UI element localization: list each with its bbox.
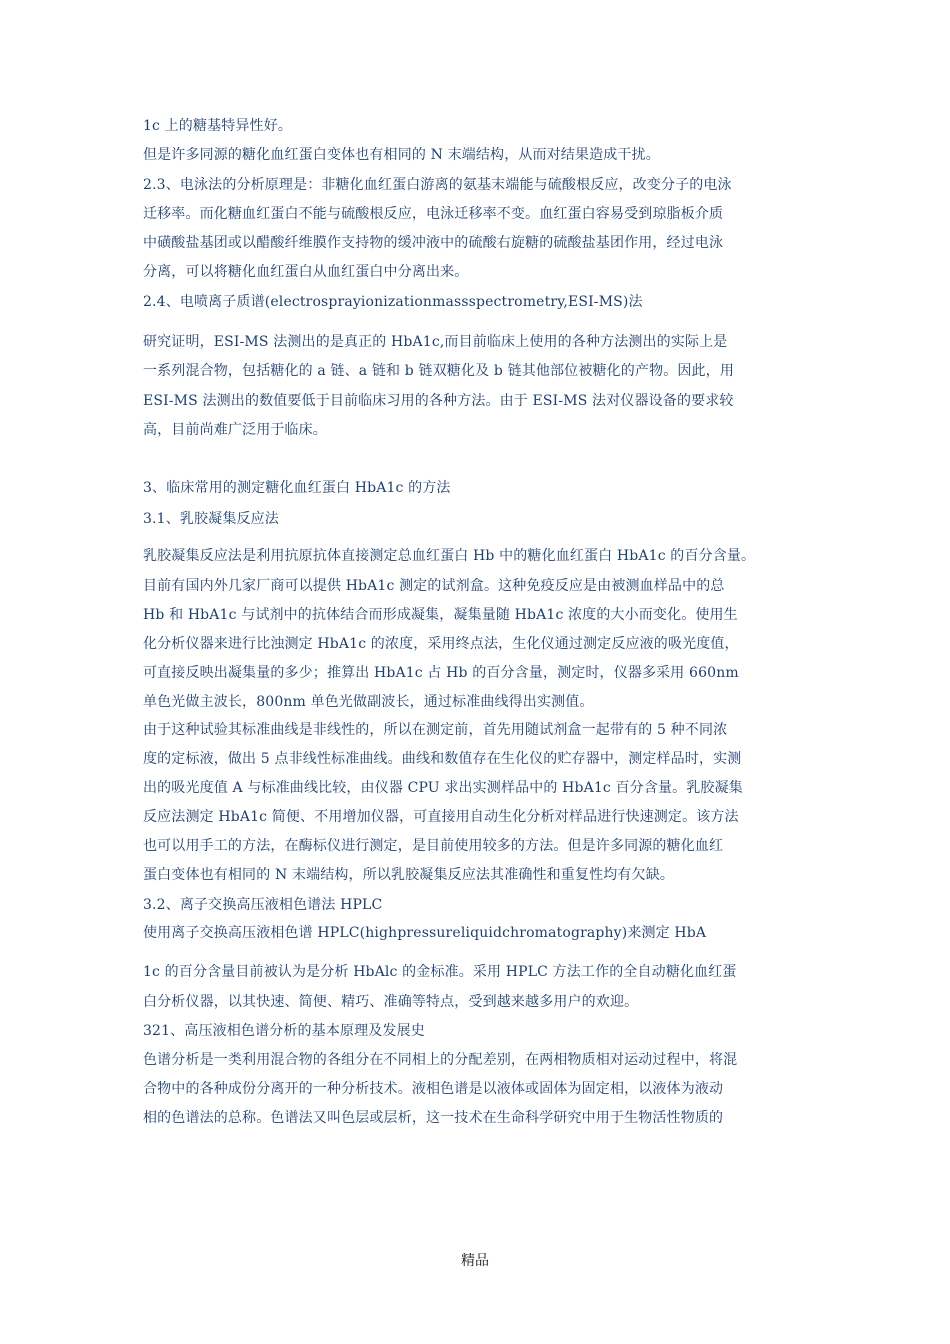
text-line: 使用离子交换高压液相色谱 HPLC(highpressureliquidchromatography)来测定 HbA <box>143 925 707 941</box>
text-line: 相的色谱法的总称。色谱法又叫色层或层析，这一技术在生命科学研究中用于生物活性物质的 <box>143 1110 724 1126</box>
text-line: Hb 和 HbA1c 与试剂中的抗体结合而形成凝集，凝集量随 HbA1c 浓度的大小而变化。使用生 <box>143 607 738 623</box>
text-line: 1c 的百分含量目前被认为是分析 HbAlc 的金标准。采用 HPLC 方法工作的全自动糖化血红蛋 <box>143 964 737 980</box>
text-line: 高，目前尚难广泛用于临床。 <box>143 422 327 438</box>
section-heading: 321、高压液相色谱分析的基本原理及发展史 <box>143 1023 425 1039</box>
text-line: 1c 上的糖基特异性好。 <box>143 118 292 134</box>
text-line: ESI-MS 法测出的数值要低于目前临床习用的各种方法。由于 ESI-MS 法对仪器设备的要求较 <box>143 393 734 409</box>
text-line: 蛋白变体也有相同的 N 末端结构，所以乳胶凝集反应法其准确性和重复性均有欠缺。 <box>143 867 674 883</box>
text-line: 迁移率。而化糖血红蛋白不能与硫酸根反应，电泳迁移率不变。血红蛋白容易受到琼脂板介质 <box>143 206 724 222</box>
text-line: 目前有国内外几家厂商可以提供 HbA1c 测定的试剂盒。这种免疫反应是由被测血样品中的总 <box>143 578 725 594</box>
section-heading: 3.1、乳胶凝集反应法 <box>143 511 279 527</box>
section-heading: 2.4、电喷离子质谱(electrosprayionizationmassspectrometry,ESI-MS)法 <box>143 294 643 310</box>
page-footer: 精品 <box>461 1253 489 1269</box>
text-line: 白分析仪器，以其快速、简便、精巧、准确等特点，受到越来越多用户的欢迎。 <box>143 994 639 1010</box>
text-line: 乳胶凝集反应法是利用抗原抗体直接测定总血红蛋白 Hb 中的糖化血红蛋白 HbA1c 的百分含量。 <box>143 548 756 564</box>
text-line: 色谱分析是一类利用混合物的各组分在不同相上的分配差别，在两相物质相对运动过程中，将混 <box>143 1052 738 1068</box>
text-line: 合物中的各种成份分离开的一种分析技术。液相色谱是以液体或固体为固定相，以液体为液动 <box>143 1081 724 1097</box>
text-line: 分离，可以将糖化血红蛋白从血红蛋白中分离出来。 <box>143 264 469 280</box>
section-heading: 3、临床常用的测定糖化血红蛋白 HbA1c 的方法 <box>143 480 451 496</box>
text-line: 化分析仪器来进行比浊测定 HbA1c 的浓度，采用终点法，生化仪通过测定反应液的吸光度值， <box>143 636 739 652</box>
text-line: 单色光做主波长，800nm 单色光做副波长，通过标准曲线得出实测值。 <box>143 694 594 710</box>
text-line: 反应法测定 HbA1c 简便、不用增加仪器，可直接用自动生化分析对样品进行快速测定。该方法 <box>143 809 739 825</box>
text-line: 一系列混合物，包括糖化的 a 链、a 链和 b 链双糖化及 b 链其他部位被糖化的产物。因此，用 <box>143 363 734 379</box>
text-line: 2.3、电泳法的分析原理是：非糖化血红蛋白游离的氨基末端能与硫酸根反应，改变分子的电泳 <box>143 177 732 193</box>
text-line: 中磺酸盐基团或以醋酸纤维膜作支持物的缓冲液中的硫酸右旋糖的硫酸盐基团作用，经过电泳 <box>143 235 724 251</box>
text-line: 但是许多同源的糖化血红蛋白变体也有相同的 N 末端结构，从而对结果造成干扰。 <box>143 147 660 163</box>
text-line: 由于这种试验其标准曲线是非线性的，所以在测定前，首先用随试剂盒一起带有的 5 种不同浓 <box>143 722 728 738</box>
text-line: 也可以用手工的方法，在酶标仪进行测定，是目前使用较多的方法。但是许多同源的糖化血红 <box>143 838 724 854</box>
text-line: 出的吸光度值 A 与标准曲线比较，由仪器 CPU 求出实测样品中的 HbA1c 百分含量。乳胶凝集 <box>143 780 743 796</box>
section-heading: 3.2、离子交换高压液相色谱法 HPLC <box>143 897 383 913</box>
text-line: 度的定标液，做出 5 点非线性标准曲线。曲线和数值存在生化仪的贮存器中，测定样品时，实测 <box>143 751 742 767</box>
text-line: 研究证明，ESI-MS 法测出的是真正的 HbA1c,而目前临床上使用的各种方法测出的实际上是 <box>143 334 728 350</box>
text-line: 可直接反映出凝集量的多少；推算出 HbA1c 占 Hb 的百分含量，测定时，仪器多采用 660nm <box>143 665 739 681</box>
